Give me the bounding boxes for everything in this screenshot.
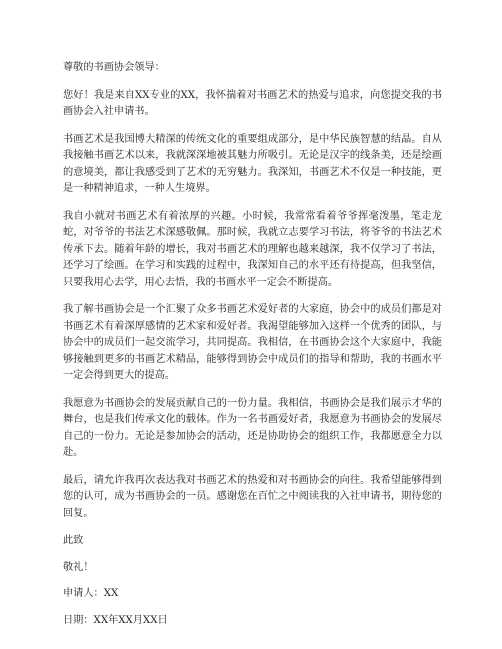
- date-line: 日期：XX年XX月XX日: [63, 614, 168, 626]
- applicant-line: 申请人：XX: [63, 588, 119, 599]
- paragraph-closing: 最后，请允许我再次表达我对书画艺术的热爱和对书画协会的向往。我希望能够得到您的认可，成为书画协会的一员。感谢您在百忙之中阅读我的入社申请书，期待您的回复。: [63, 474, 442, 519]
- paragraph-greeting: 您好！我是来自XX专业的XX，我怀揣着对书画艺术的热爱与追求，向您提交我的书画协会入社申请书。: [63, 89, 442, 117]
- paragraph-contribution: 我愿意为书画协会的发展贡献自己的一份力量。我相信，书画协会是我们展示才华的舞台，也是我们传承文化的载体。作为一名书画爱好者，我愿意为书画协会的发展尽自己的一份力。无论是参加协会的活动，还是协助协会的组织工作，我都愿意全力以赴。: [63, 397, 442, 458]
- paragraph-association: 我了解书画协会是一个汇聚了众多书画艺术爱好者的大家庭，协会中的成员们都是对书画艺术有着深厚感情的艺术家和爱好者。我渴望能够加入这样一个优秀的团队，与协会中的成员们一起交流学习，共同提高。我相信，在书画协会这个大家庭中，我能够接触到更多的书画艺术精品，能够得到协会中成员们的指导和帮助，我的书画水平一定会得到更大的提高。: [63, 304, 442, 381]
- paragraph-childhood: 我自小就对书画艺术有着浓厚的兴趣。小时候，我常常看着爷爷挥毫泼墨，笔走龙蛇，对爷爷的书法艺术深感敬佩。那时候，我就立志要学习书法，将爷爷的书法艺术传承下去。随着年龄的增长，我对书画艺术的理解也越来越深，我不仅学习了书法，还学习了绘画。在学习和实践的过程中，我深知自己的水平还有待提高，但我坚信，只要我用心去学，用心去悟，我的书画水平一定会不断提高。: [63, 210, 442, 288]
- salutation: 尊敬的书画协会领导：: [63, 62, 165, 73]
- paragraph-art-intro: 书画艺术是我国博大精深的传统文化的重要组成部分，是中华民族智慧的结晶。自从我接触书画艺术以来，我就深深地被其魅力所吸引。无论是汉字的线条美，还是绘画的意境美，都让我感受到了艺术的无穷魅力。我深知，书画艺术不仅是一种技能，更是一种精神追求，一种人生境界。: [63, 133, 442, 194]
- closing-line-2: 敬礼！: [63, 561, 94, 573]
- closing-line-1: 此致: [63, 535, 84, 546]
